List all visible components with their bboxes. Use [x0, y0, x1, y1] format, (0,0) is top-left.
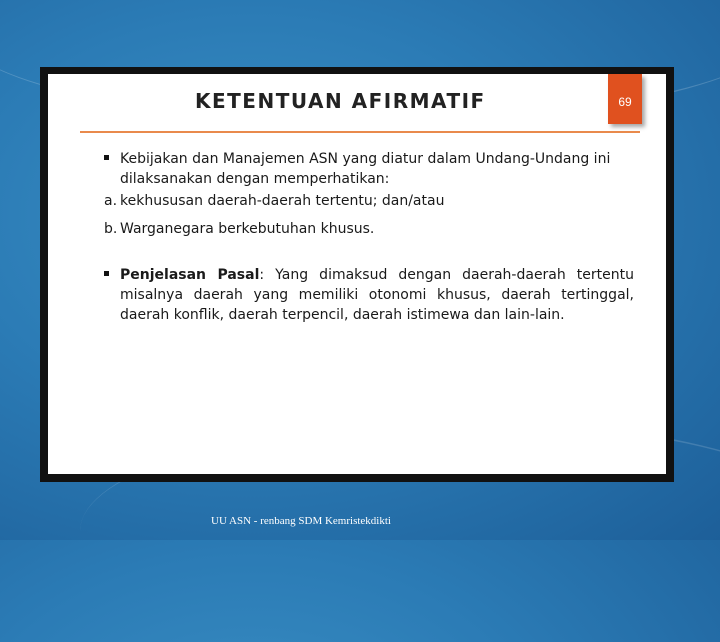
list-item-b-label: b. — [104, 221, 118, 237]
list-item-a-text: kekhususan daerah-daerah tertentu; dan/atau — [120, 193, 445, 209]
page-number: 69 — [618, 95, 632, 109]
list-item-b-text: Warganegara berkebutuhan khusus. — [120, 221, 375, 237]
explanation-label: Penjelasan Pasal — [120, 267, 260, 283]
bullet-explanation — [104, 265, 634, 325]
title-divider — [80, 131, 640, 133]
explanation-text: : Yang dimaksud dengan daerah-daerah tertentu misalnya daerah yang memiliki otonomi khusus, daerah tertinggal, daerah konflik, daerah terpencil, daerah istimewa dan lain-lain. — [120, 267, 635, 323]
list-item-a-label: a. — [104, 193, 118, 209]
list-item-b — [104, 219, 634, 239]
bullet-square-icon — [104, 271, 109, 276]
footer-text: UU ASN - renbang SDM Kemristekdikti — [211, 515, 391, 527]
page-number-badge — [608, 74, 642, 124]
bullet-policy — [104, 149, 634, 189]
slide-title: KETENTUAN AFIRMATIF — [195, 89, 486, 113]
bullet-policy-text: Kebijakan dan Manajemen ASN yang diatur dalam Undang-Undang ini dilaksanakan dengan memperhatikan: — [120, 151, 611, 187]
slide — [48, 74, 666, 474]
list-item-a — [104, 191, 634, 211]
slide-content — [104, 149, 634, 325]
bullet-square-icon — [104, 155, 109, 160]
